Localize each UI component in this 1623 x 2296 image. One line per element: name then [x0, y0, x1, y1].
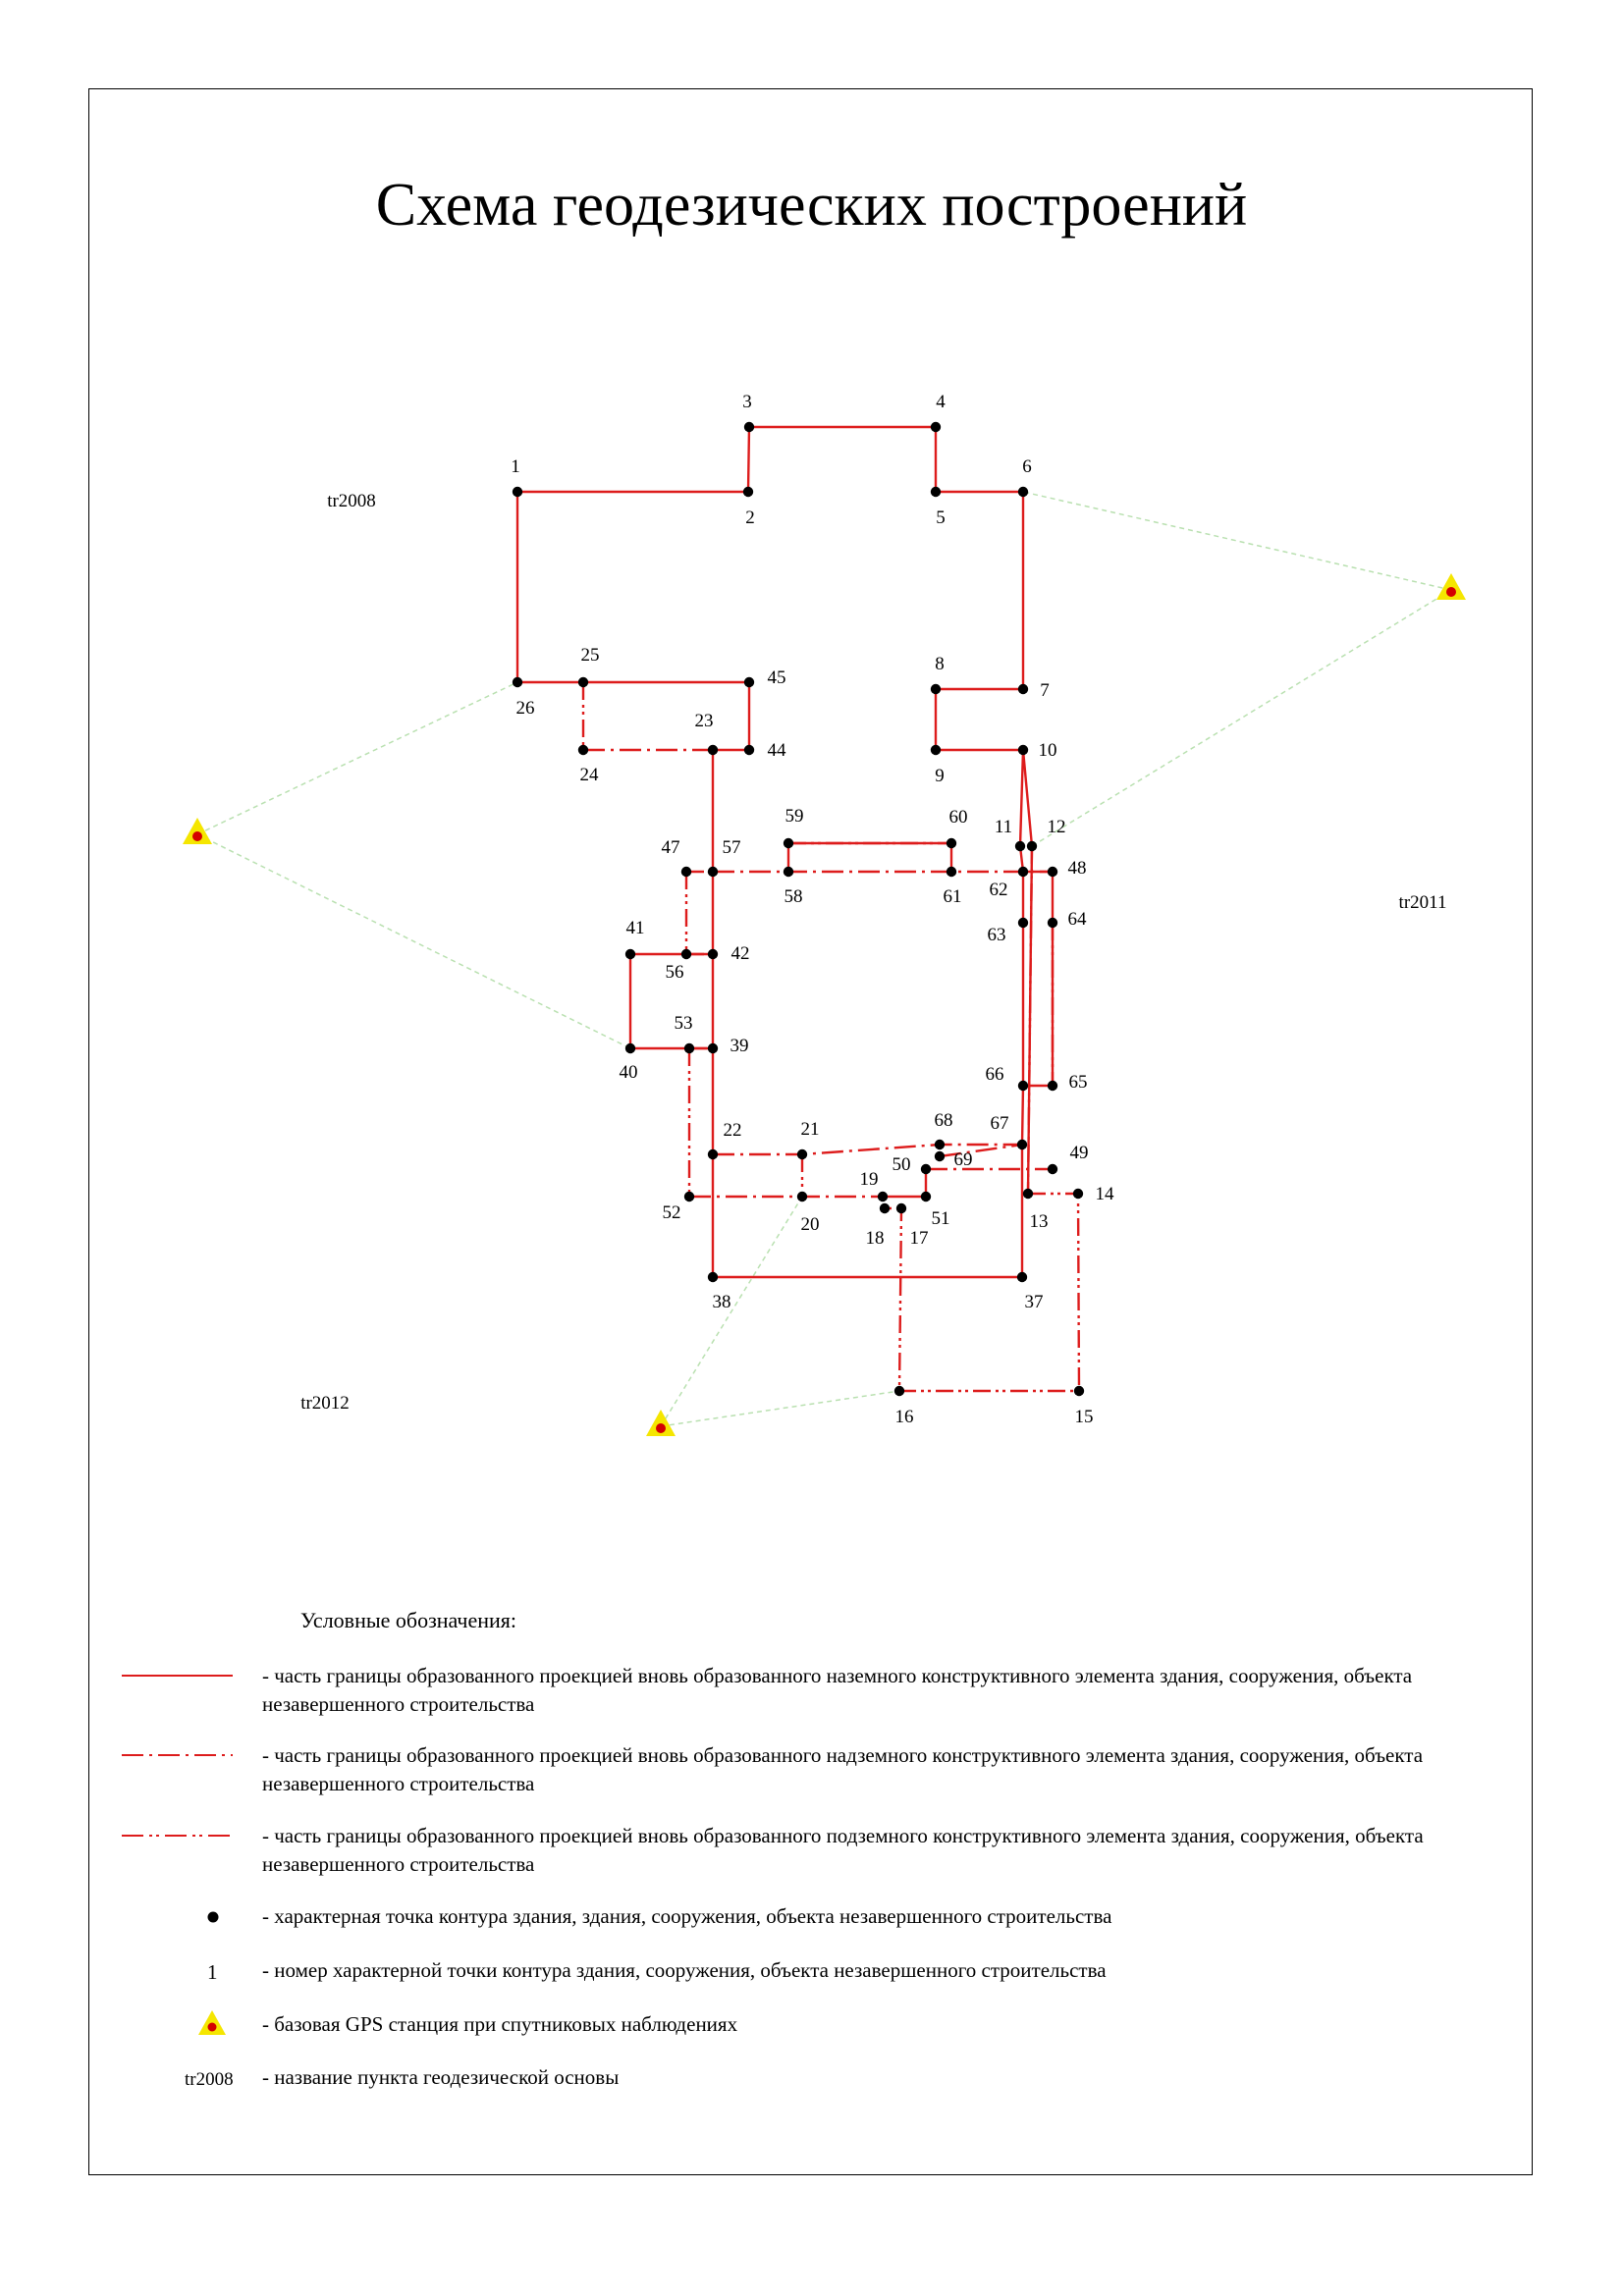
point-number-65: 65 — [1068, 1072, 1088, 1093]
point-number-44: 44 — [767, 740, 786, 761]
point-number-45: 45 — [767, 667, 786, 688]
characteristic-point-11 — [1015, 841, 1025, 851]
characteristic-point-4 — [931, 422, 941, 432]
characteristic-point-38 — [708, 1272, 718, 1282]
page-title: Схема геодезических построений — [375, 172, 1248, 239]
point-number-60: 60 — [948, 807, 968, 828]
point-number-41: 41 — [625, 918, 645, 938]
point-number-37: 37 — [1024, 1292, 1044, 1312]
point-number-48: 48 — [1067, 858, 1087, 879]
characteristic-point-24 — [578, 745, 588, 755]
characteristic-point-26 — [513, 677, 522, 687]
characteristic-point-5 — [931, 487, 941, 497]
boundary-lines-layer — [517, 427, 1079, 1391]
characteristic-point-41 — [625, 949, 635, 959]
characteristic-point-67 — [1017, 1140, 1027, 1149]
characteristic-point-65 — [1048, 1081, 1057, 1091]
gps-link-line — [1032, 590, 1451, 846]
legend-point-text: - характерная точка контура здания, здания, сооружения, объекта незавершенного строительства — [262, 1904, 1112, 1928]
characteristic-point-52 — [684, 1192, 694, 1201]
point-number-22: 22 — [723, 1120, 742, 1141]
characteristic-point-50 — [921, 1164, 931, 1174]
point-number-52: 52 — [662, 1202, 681, 1223]
legend-gps-text: - базовая GPS станция при спутниковых наблюдениях — [262, 2012, 738, 2036]
legend-under-text: - часть границы образованного проекцией вновь образованного подземного конструктивного элемента здания, сооружения, объекта незавершенного строительства — [262, 1824, 1424, 1876]
point-number-49: 49 — [1069, 1143, 1089, 1163]
characteristic-point-57 — [708, 867, 718, 877]
point-number-2: 2 — [745, 507, 755, 528]
point-number-62: 62 — [989, 880, 1008, 900]
point-number-61: 61 — [943, 886, 962, 907]
characteristic-point-48 — [1048, 867, 1057, 877]
point-number-50: 50 — [892, 1154, 911, 1175]
gps-dot-icon — [656, 1423, 666, 1433]
point-number-66: 66 — [985, 1064, 1004, 1085]
boundary-under-line — [885, 1194, 1079, 1391]
gps-link-line — [661, 1391, 899, 1426]
characteristic-point-53 — [684, 1043, 694, 1053]
point-number-59: 59 — [784, 806, 804, 827]
point-number-9: 9 — [935, 766, 945, 786]
point-number-69: 69 — [953, 1149, 973, 1170]
characteristic-point-51 — [921, 1192, 931, 1201]
point-number-19: 19 — [859, 1169, 879, 1190]
point-number-10: 10 — [1038, 740, 1057, 761]
point-number-58: 58 — [784, 886, 803, 907]
characteristic-point-8 — [931, 684, 941, 694]
boundary-above-line — [940, 1145, 1022, 1156]
point-number-13: 13 — [1029, 1211, 1049, 1232]
characteristic-point-19 — [878, 1192, 888, 1201]
characteristic-point-47 — [681, 867, 691, 877]
characteristic-point-39 — [708, 1043, 718, 1053]
characteristic-point-40 — [625, 1043, 635, 1053]
characteristic-point-42 — [708, 949, 718, 959]
characteristic-point-14 — [1073, 1189, 1083, 1199]
legend-number-text: - номер характерной точки контура здания, сооружения, объекта незавершенного строительства — [262, 1958, 1107, 1982]
point-number-51: 51 — [931, 1208, 950, 1229]
characteristic-point-63 — [1018, 918, 1028, 928]
boundary-ground-line — [788, 843, 951, 872]
point-symbol — [205, 1908, 221, 1924]
point-number-8: 8 — [935, 654, 945, 674]
characteristic-point-22 — [708, 1149, 718, 1159]
points-layer — [513, 422, 1084, 1396]
gps-dot-icon — [1446, 587, 1456, 597]
point-number-53: 53 — [674, 1013, 693, 1034]
point-number-18: 18 — [865, 1228, 885, 1249]
gps-stations-layer — [183, 573, 1466, 1436]
point-number-25: 25 — [580, 645, 600, 666]
characteristic-point-16 — [894, 1386, 904, 1396]
characteristic-point-56 — [681, 949, 691, 959]
characteristic-point-45 — [744, 677, 754, 687]
characteristic-point-64 — [1048, 918, 1057, 928]
point-number-47: 47 — [661, 837, 680, 858]
point-number-39: 39 — [730, 1036, 749, 1056]
point-number-68: 68 — [934, 1110, 953, 1131]
point-number-56: 56 — [665, 962, 684, 983]
point-number-24: 24 — [579, 765, 599, 785]
characteristic-point-15 — [1074, 1386, 1084, 1396]
legend-ground-text: - часть границы образованного проекцией вновь образованного наземного конструктивного элемента здания, сооружения, объекта незавершенного строительства — [262, 1664, 1413, 1716]
point-number-20: 20 — [800, 1214, 820, 1235]
point-number-63: 63 — [987, 925, 1006, 945]
control-point-name-tr2012: tr2012 — [300, 1393, 350, 1414]
characteristic-point-66 — [1018, 1081, 1028, 1091]
characteristic-point-12 — [1027, 841, 1037, 851]
gps-station-1 — [1436, 573, 1466, 600]
characteristic-point-21 — [797, 1149, 807, 1159]
gps-link-line — [661, 1197, 802, 1426]
gps-links-layer — [197, 492, 1451, 1426]
point-number-7: 7 — [1040, 680, 1050, 701]
characteristic-point-10 — [1018, 745, 1028, 755]
gps-station-3 — [646, 1410, 676, 1436]
control-point-name-symbol: tr2008 — [185, 2069, 234, 2090]
gps-station-2 — [183, 818, 212, 844]
gps-link-line — [197, 682, 517, 834]
characteristic-point-61 — [947, 867, 956, 877]
characteristic-point-23 — [708, 745, 718, 755]
point-number-42: 42 — [730, 943, 750, 964]
characteristic-point-2 — [743, 487, 753, 497]
gps-station-symbol — [196, 2008, 228, 2038]
gps-link-line — [1023, 492, 1451, 590]
control-point-name-tr2011: tr2011 — [1398, 892, 1447, 913]
characteristic-point-18 — [880, 1203, 890, 1213]
gps-dot-icon — [192, 831, 202, 841]
point-number-16: 16 — [894, 1407, 914, 1427]
characteristic-point-1 — [513, 487, 522, 497]
characteristic-point-44 — [744, 745, 754, 755]
point-number-67: 67 — [990, 1113, 1009, 1134]
characteristic-point-3 — [744, 422, 754, 432]
characteristic-point-49 — [1048, 1164, 1057, 1174]
point-number-5: 5 — [936, 507, 946, 528]
boundary-ground-line — [517, 492, 1023, 1277]
point-number-57: 57 — [722, 837, 741, 858]
point-number-11: 11 — [994, 817, 1013, 837]
boundary-above-line — [713, 1145, 1022, 1154]
characteristic-point-17 — [896, 1203, 906, 1213]
characteristic-point-9 — [931, 745, 941, 755]
point-number-21: 21 — [800, 1119, 820, 1140]
characteristic-point-7 — [1018, 684, 1028, 694]
characteristic-point-69 — [935, 1151, 945, 1161]
above-line-symbol — [122, 1745, 235, 1765]
point-number-26: 26 — [515, 698, 535, 719]
point-number-12: 12 — [1047, 817, 1066, 837]
legend-above-text: - часть границы образованного проекцией вновь образованного надземного конструктивного элемента здания, сооружения, объекта незавершенного строительства — [262, 1743, 1424, 1795]
point-number-17: 17 — [909, 1228, 929, 1249]
point-number-15: 15 — [1074, 1407, 1094, 1427]
point-number-4: 4 — [936, 392, 946, 412]
characteristic-point-6 — [1018, 487, 1028, 497]
legend-title: Условные обозначения: — [300, 1608, 517, 1632]
characteristic-point-68 — [935, 1140, 945, 1149]
characteristic-point-13 — [1023, 1189, 1033, 1199]
characteristic-point-62 — [1018, 867, 1028, 877]
under-line-symbol — [122, 1826, 235, 1845]
point-number-40: 40 — [619, 1062, 638, 1083]
point-number-symbol: 1 — [207, 1960, 218, 1984]
point-number-64: 64 — [1067, 909, 1087, 930]
gps-link-line — [197, 834, 630, 1048]
characteristic-point-60 — [947, 838, 956, 848]
point-number-23: 23 — [694, 711, 714, 731]
point-number-6: 6 — [1022, 456, 1032, 477]
characteristic-point-59 — [784, 838, 793, 848]
characteristic-point-58 — [784, 867, 793, 877]
control-point-name-tr2008: tr2008 — [327, 491, 376, 511]
point-number-14: 14 — [1095, 1184, 1114, 1204]
ground-line-symbol — [122, 1666, 235, 1685]
point-number-1: 1 — [511, 456, 520, 477]
control-points-layer — [300, 491, 1446, 1414]
boundary-ground-line — [1023, 872, 1053, 1086]
legend-name-text: - название пункта геодезической основы — [262, 2065, 620, 2089]
point-number-38: 38 — [712, 1292, 731, 1312]
point-number-3: 3 — [742, 392, 752, 412]
characteristic-point-20 — [797, 1192, 807, 1201]
characteristic-point-25 — [578, 677, 588, 687]
characteristic-point-37 — [1017, 1272, 1027, 1282]
